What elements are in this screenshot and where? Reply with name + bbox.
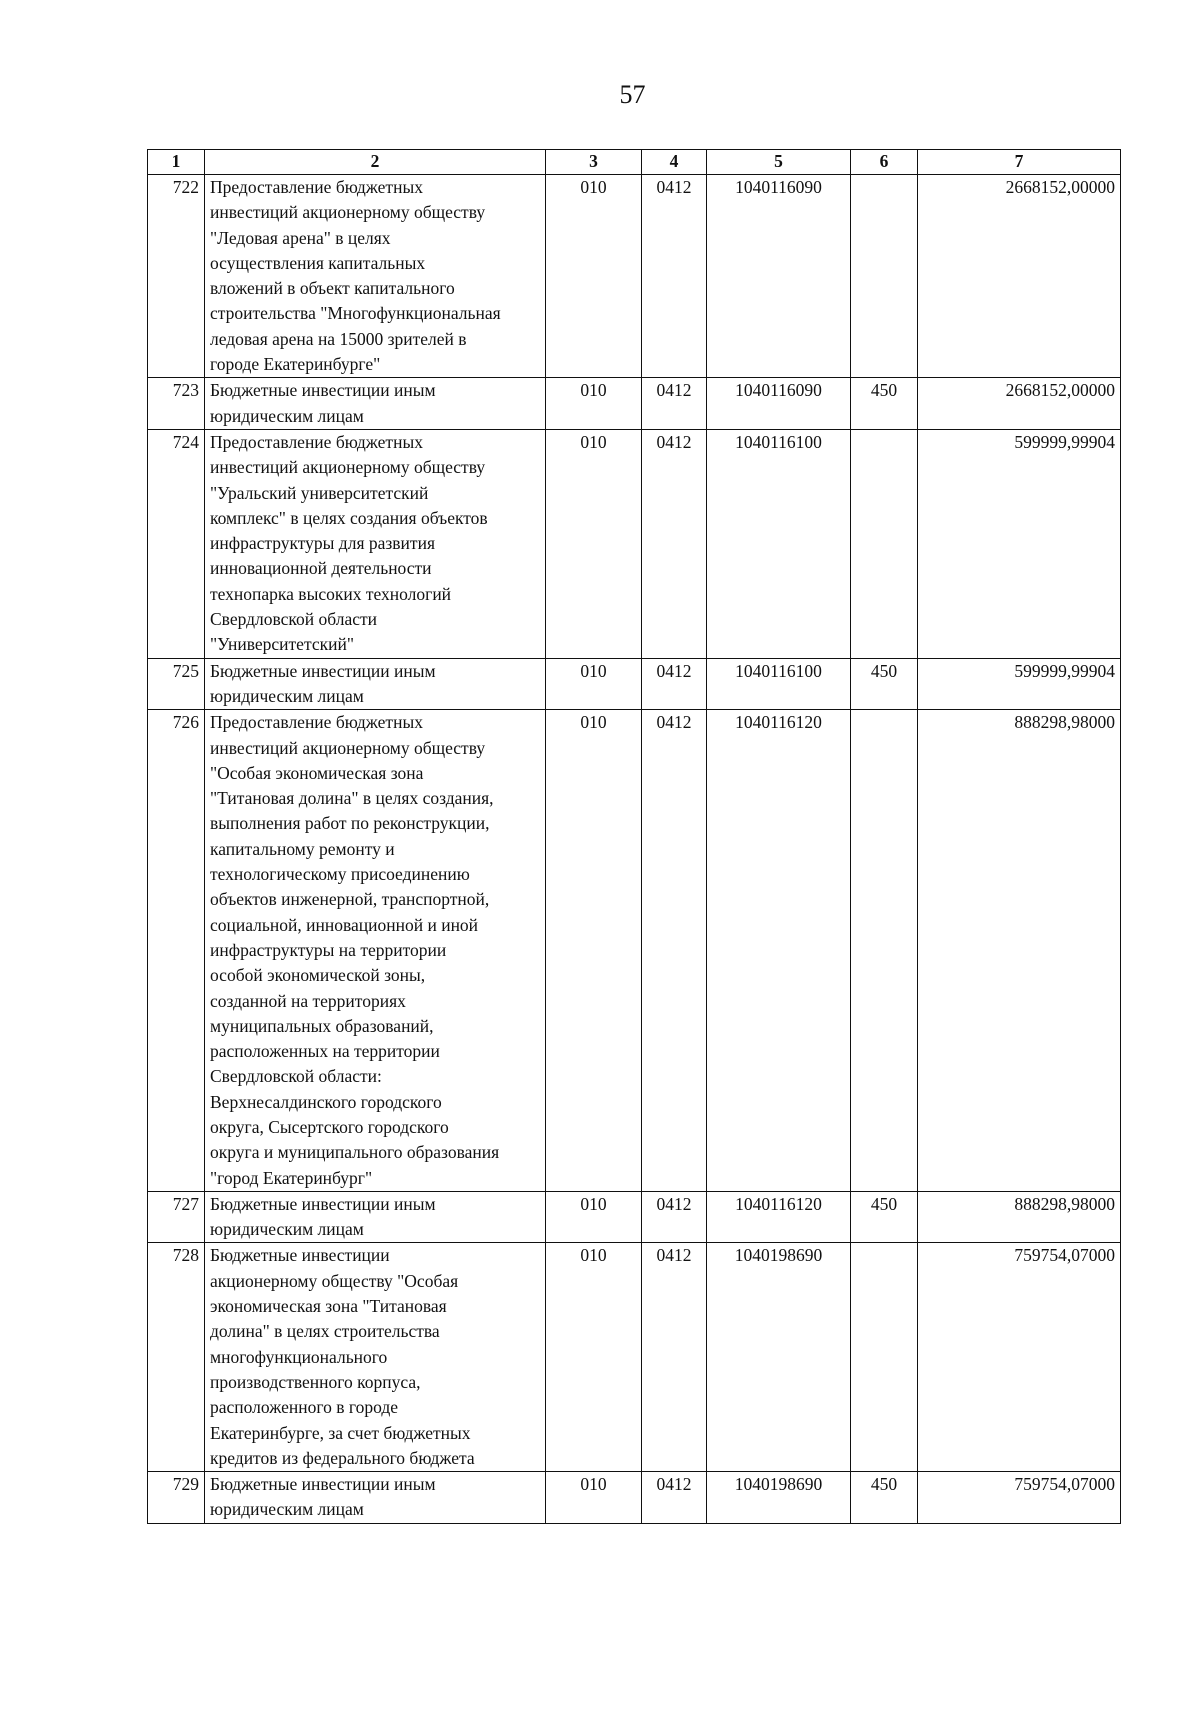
row-amount: 2668152,00000 xyxy=(918,175,1121,378)
row-description: Предоставление бюджетных инвестиций акционерному обществу "Ледовая арена" в целях осуществления капитальных вложений в объект капитального строительства "Многофункциональная ледовая арена на 15000 зрителей в городе Екатеринбурге" xyxy=(205,175,546,378)
row-code-4: 0412 xyxy=(642,1243,707,1472)
row-number: 728 xyxy=(148,1243,205,1472)
row-code-4: 0412 xyxy=(642,710,707,1192)
row-code-3: 010 xyxy=(546,710,642,1192)
row-number: 726 xyxy=(148,710,205,1192)
row-code-3: 010 xyxy=(546,1472,642,1524)
row-number: 727 xyxy=(148,1191,205,1243)
header-col-1: 1 xyxy=(148,150,205,175)
table-row xyxy=(148,1243,1121,1472)
row-description: Предоставление бюджетных инвестиций акционерному обществу "Особая экономическая зона "Титановая долина" в целях создания, выполнения работ по реконструкции, капитальному ремонту и технологическому присоединению объектов инженерной, транспортной, социальной, инновационной и иной инфраструктуры на территории особой экономической зоны, созданной на территориях муниципальных образований, расположенных на территории Свердловской области: Верхнесалдинского городского округа, Сысертского городского округа и муниципального образования "город Екатеринбург" xyxy=(205,710,546,1192)
row-code-3: 010 xyxy=(546,175,642,378)
row-code-5: 1040116090 xyxy=(707,175,851,378)
row-code-6 xyxy=(851,429,918,658)
row-amount: 888298,98000 xyxy=(918,1191,1121,1243)
row-description: Бюджетные инвестиции иным юридическим лицам xyxy=(205,378,546,430)
table-row xyxy=(148,175,1121,378)
row-code-4: 0412 xyxy=(642,658,707,710)
row-number: 725 xyxy=(148,658,205,710)
row-code-5: 1040198690 xyxy=(707,1472,851,1524)
row-code-4: 0412 xyxy=(642,378,707,430)
table-row xyxy=(148,1191,1121,1243)
row-number: 723 xyxy=(148,378,205,430)
row-code-6: 450 xyxy=(851,378,918,430)
row-code-3: 010 xyxy=(546,1191,642,1243)
row-code-6 xyxy=(851,1243,918,1472)
row-description: Бюджетные инвестиции иным юридическим лицам xyxy=(205,1472,546,1524)
row-amount: 888298,98000 xyxy=(918,710,1121,1192)
row-number: 722 xyxy=(148,175,205,378)
row-code-6: 450 xyxy=(851,1472,918,1524)
row-amount: 2668152,00000 xyxy=(918,378,1121,430)
row-code-5: 1040116120 xyxy=(707,1191,851,1243)
row-code-6: 450 xyxy=(851,658,918,710)
header-col-5: 5 xyxy=(707,150,851,175)
row-code-5: 1040116100 xyxy=(707,658,851,710)
row-amount: 599999,99904 xyxy=(918,658,1121,710)
row-code-5: 1040116100 xyxy=(707,429,851,658)
row-number: 729 xyxy=(148,1472,205,1524)
row-code-4: 0412 xyxy=(642,175,707,378)
row-code-3: 010 xyxy=(546,429,642,658)
row-code-5: 1040116090 xyxy=(707,378,851,430)
table-row xyxy=(148,710,1121,1192)
header-row xyxy=(148,150,1121,175)
row-code-4: 0412 xyxy=(642,429,707,658)
row-amount: 759754,07000 xyxy=(918,1243,1121,1472)
row-code-6 xyxy=(851,175,918,378)
row-code-3: 010 xyxy=(546,1243,642,1472)
header-col-7: 7 xyxy=(918,150,1121,175)
page-number: 57 xyxy=(619,80,646,109)
table-row xyxy=(148,1472,1121,1524)
row-code-4: 0412 xyxy=(642,1191,707,1243)
table-row xyxy=(148,378,1121,430)
table-row xyxy=(148,658,1121,710)
row-description: Бюджетные инвестиции акционерному обществу "Особая экономическая зона "Титановая долина" в целях строительства многофункционального производственного корпуса, расположенного в городе Екатеринбурге, за счет бюджетных кредитов из федерального бюджета xyxy=(205,1243,546,1472)
row-code-5: 1040198690 xyxy=(707,1243,851,1472)
header-col-4: 4 xyxy=(642,150,707,175)
header-col-2: 2 xyxy=(205,150,546,175)
row-description: Бюджетные инвестиции иным юридическим лицам xyxy=(205,658,546,710)
row-code-5: 1040116120 xyxy=(707,710,851,1192)
budget-table xyxy=(147,149,1121,1524)
row-code-4: 0412 xyxy=(642,1472,707,1524)
header-col-6: 6 xyxy=(851,150,918,175)
row-code-6 xyxy=(851,710,918,1192)
row-code-3: 010 xyxy=(546,378,642,430)
row-number: 724 xyxy=(148,429,205,658)
row-code-6: 450 xyxy=(851,1191,918,1243)
row-amount: 599999,99904 xyxy=(918,429,1121,658)
table-row xyxy=(148,429,1121,658)
row-code-3: 010 xyxy=(546,658,642,710)
header-col-3: 3 xyxy=(546,150,642,175)
row-description: Бюджетные инвестиции иным юридическим лицам xyxy=(205,1191,546,1243)
row-amount: 759754,07000 xyxy=(918,1472,1121,1524)
row-description: Предоставление бюджетных инвестиций акционерному обществу "Уральский университетский комплекс" в целях создания объектов инфраструктуры для развития инновационной деятельности технопарка высоких технологий Свердловской области "Университетский" xyxy=(205,429,546,658)
